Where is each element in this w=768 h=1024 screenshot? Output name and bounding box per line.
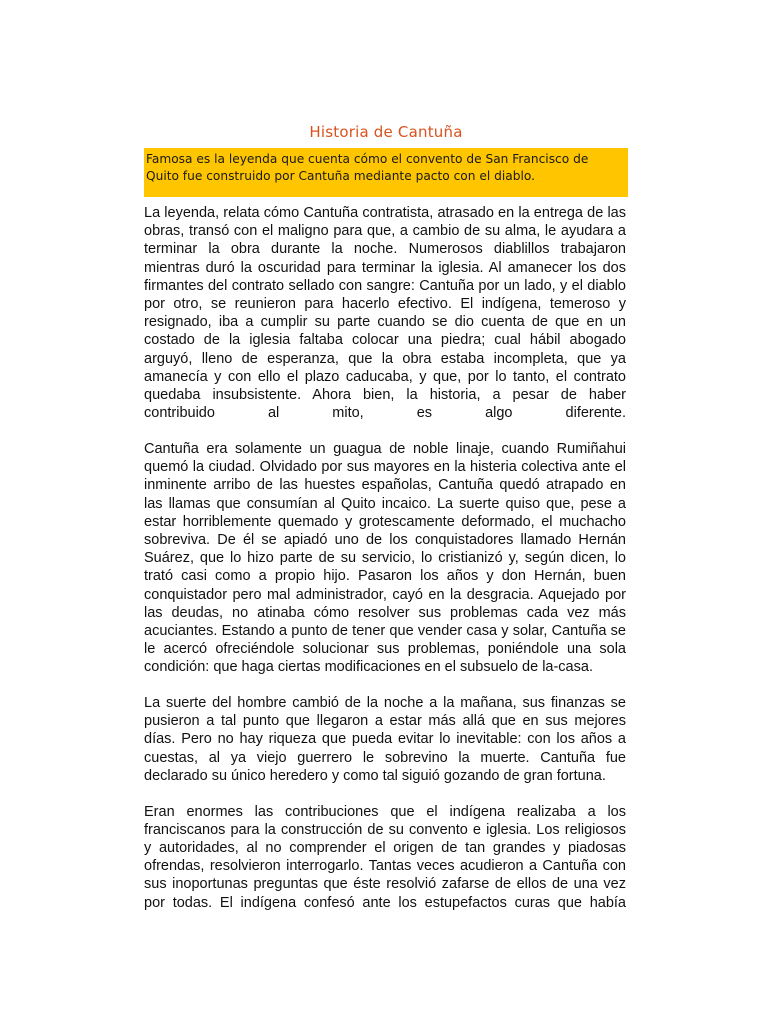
document-title: Historia de Cantuña xyxy=(309,123,463,141)
document-body xyxy=(144,204,626,929)
summary-box: Famosa es la leyenda que cuenta cómo el convento de San Francisco de Quito fue construido por Cantuña mediante pacto con el diablo. xyxy=(144,148,628,197)
paragraph: La leyenda, relata cómo Cantuña contratista, atrasado en la entrega de las obras, transó con el maligno para que, a cambio de su alma, le ayudara a terminar la obra durante la noche. Numerosos diablillos trabajaron mientras duró la oscuridad para terminar la iglesia. Al amanecer los dos firmantes del contrato sellado con sangre: Cantuña por un lado, y el diablo por otro, se reunieron para hacerlo efectivo. El indígena, temeroso y resignado, iba a cumplir su parte cuando se dio cuenta de que en un costado de la iglesia faltaba colocar una piedra; cual hábil abogado arguyó, lleno de esperanza, que la obra estaba incompleta, que ya amanecía y con ello el plazo caducaba, y que, por lo tanto, el contrato quedaba insubsistente. Ahora bien, la historia, a pesar de haber contribuido al mito, es algo diferente. xyxy=(144,205,626,422)
paragraph: Cantuña era solamente un guagua de noble linaje, cuando Rumiñahui quemó la ciudad. Olvidado por sus mayores en la histeria colectiva ante el inminente arribo de las huestes españolas, Cantuña quedó atrapado en las llamas que consumían al Quito incaico. La suerte quiso que, pese a estar horriblemente quemado y grotescamente deformado, el muchacho sobreviva. De él se apiadó uno de los conquistadores llamado Hernán Suárez, que lo hizo parte de su servicio, lo cristianizó y, según dicen, lo trató casi como a propio hijo. Pasaron los años y don Hernán, buen conquistador pero mal administrador, cayó en la desgracia. Aquejado por las deudas, no atinaba cómo resolver sus problemas cada vez más acuciantes. Estando a punto de tener que vender casa y solar, Cantuña se le acercó ofreciéndole solucionar sus problemas, poniéndole una sola condición: que haga ciertas modificaciones en el subsuelo de la-casa. xyxy=(144,440,626,676)
paragraph: Eran enormes las contribuciones que el indígena realizaba a los franciscanos para la construcción de su convento e iglesia. Los religiosos y autoridades, al no comprender el origen de tan grandes y piadosas ofrendas, resolvieron interrogarlo. Tantas veces acudieron a Cantuña con sus inoportunas preguntas que éste resolvió zafarse de ellos de una vez por todas. El indígena confesó ante los estupefactos curas que había xyxy=(144,803,626,911)
paragraph: La suerte del hombre cambió de la noche a la mañana, sus finanzas se pusieron a tal punto que llegaron a estar más allá que en sus mejores días. Pero no hay riqueza que pueda evitar lo inevitable: con los años a cuestas, al ya viejo guerrero le sobrevino la muerte. Cantuña fue declarado su único heredero y como tal siguió gozando de gran fortuna. xyxy=(144,695,626,784)
